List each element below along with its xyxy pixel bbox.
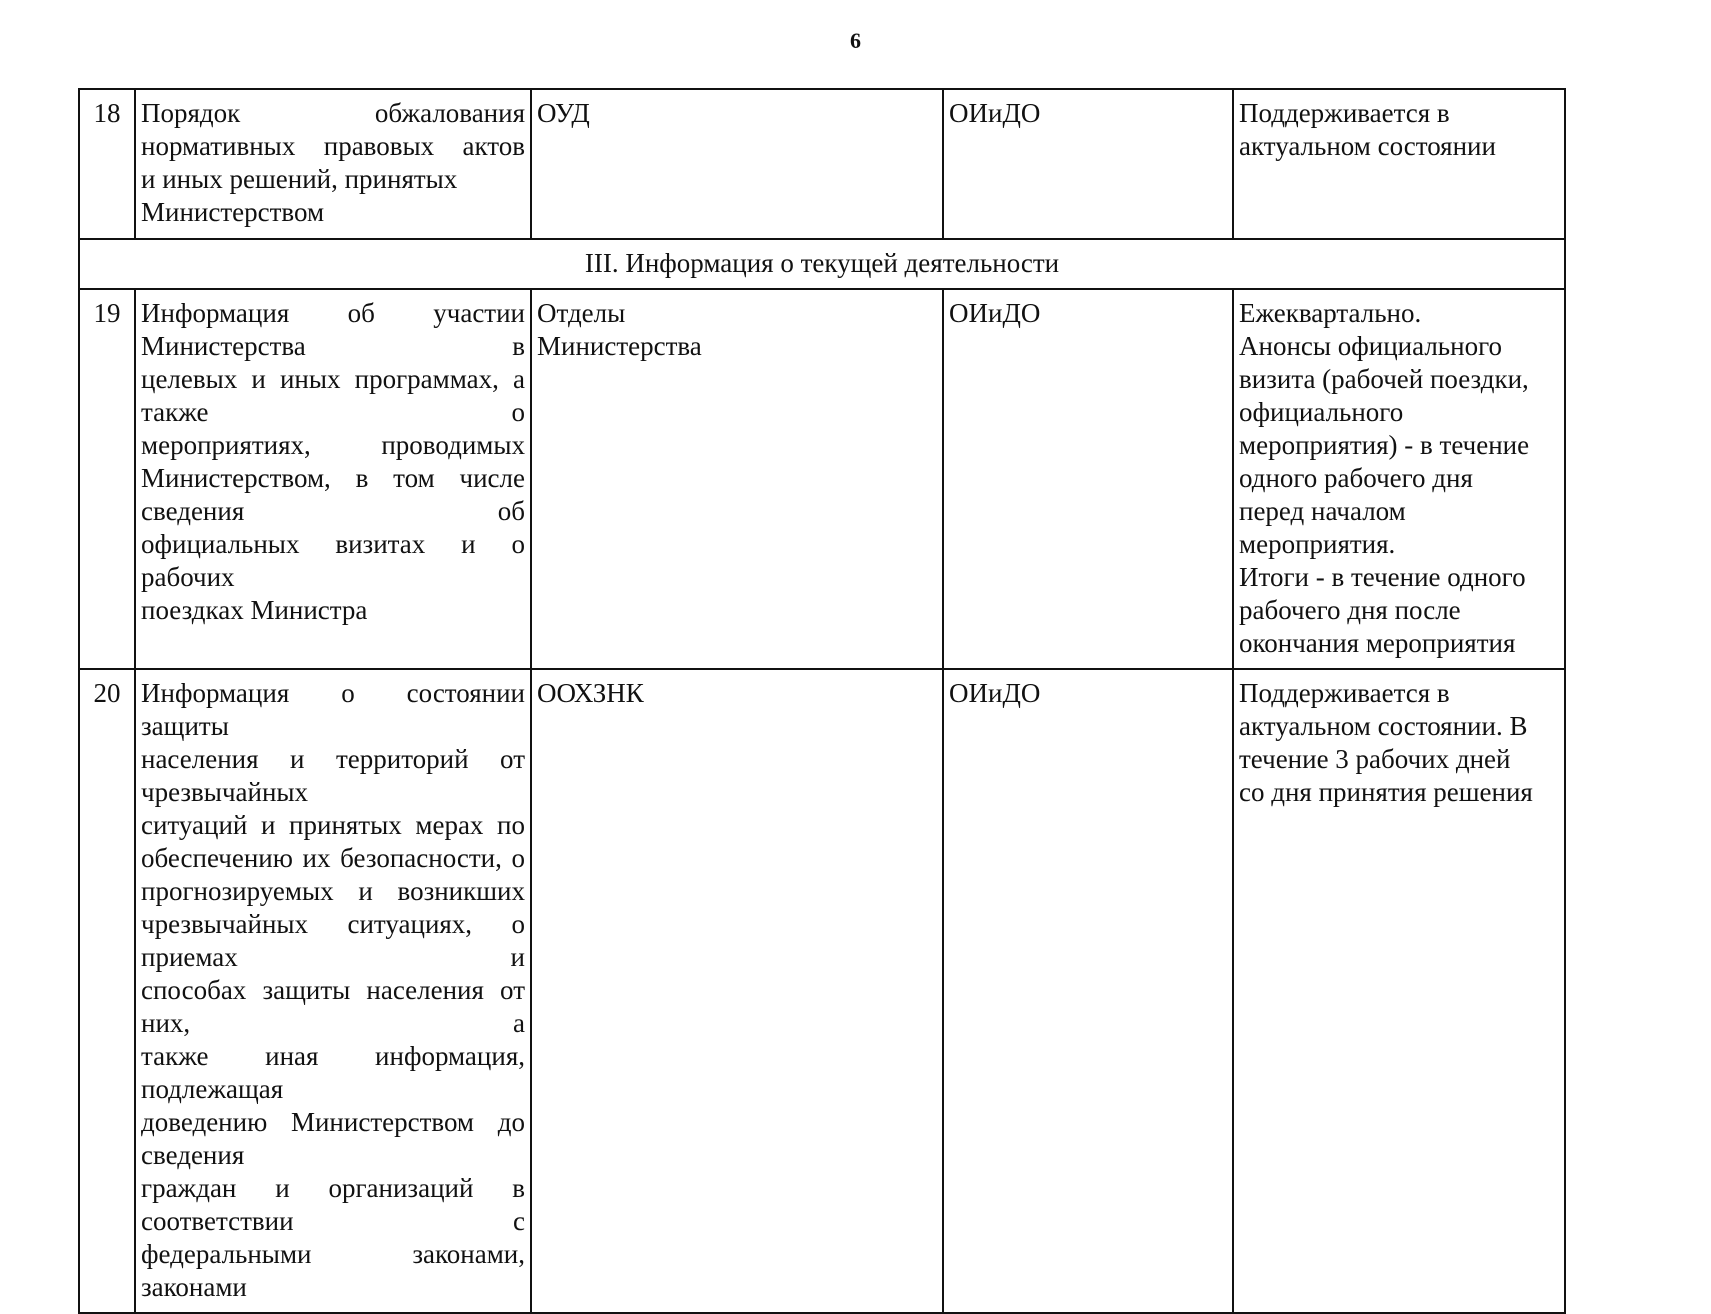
deadline-line: актуальном состоянии [1239,131,1496,161]
table-row [79,669,1565,1313]
item-name-line: прогнозируемых и возникших [141,876,525,906]
item-name-line: обеспечению их безопасности, о [141,843,525,873]
item-name-line: доведению Министерством до сведения [141,1107,525,1170]
row-number-cell: 20 [79,669,135,1313]
item-name-line: Информация об участии Министерства в [141,298,525,361]
item-name-line: Порядок обжалования [141,98,525,128]
item-name-line: поездках Министра [141,595,368,625]
publisher-cell: ОИиДО [943,289,1233,669]
deadline-line: официального [1239,397,1404,427]
deadline-line: Итоги - в течение одного [1239,562,1526,592]
item-name-cell [135,89,531,239]
table-row [79,89,1565,239]
item-name-line: граждан и организаций в соответствии с [141,1173,525,1236]
deadline-line: Ежеквартально. [1239,298,1422,328]
deadline-line: перед началом [1239,496,1406,526]
item-name-line: чрезвычайных ситуациях, о приемах и [141,909,525,972]
deadline-line: Поддерживается в [1239,98,1450,128]
deadline-cell [1233,289,1565,669]
deadline-line: визита (рабочей поездки, [1239,364,1529,394]
item-name-cell [135,669,531,1313]
item-name-line: официальных визитах и о рабочих [141,529,525,592]
row-number-cell: 19 [79,289,135,669]
publisher-cell: ОИиДО [943,89,1233,239]
item-name-line: Министерством [141,197,325,227]
deadline-line: течение 3 рабочих дней [1239,744,1511,774]
item-name-line: также иная информация, подлежащая [141,1041,525,1104]
publisher-cell: ОИиДО [943,669,1233,1313]
row-number-cell: 18 [79,89,135,239]
deadline-cell [1233,89,1565,239]
table-row [79,289,1565,669]
deadline-line: мероприятия. [1239,529,1396,559]
item-name-line: способах защиты населения от них, а [141,975,525,1038]
item-name-line: федеральными законами, законами [141,1239,525,1302]
item-name-line: Информация о состоянии защиты [141,678,525,741]
deadline-line: мероприятия) - в течение [1239,430,1530,460]
item-name-line: Министерством, в том числе сведения об [141,463,525,526]
item-name-line: и иных решений, принятых [141,164,458,194]
item-name-line: ситуаций и принятых мерах по [141,810,525,840]
responsible-line: Министерства [537,331,702,361]
section-title: III. Информация о текущей деятельности [79,239,1565,289]
deadline-line: со дня принятия решения [1239,777,1533,807]
deadline-line: рабочего дня после [1239,595,1461,625]
document-table [78,88,1566,1314]
deadline-line: Анонсы официального [1239,331,1502,361]
responsible-cell [531,289,943,669]
deadline-cell [1233,669,1565,1313]
item-name-line: мероприятиях, проводимых [141,430,525,460]
section-row [79,239,1565,289]
deadline-line: окончания мероприятия [1239,628,1516,658]
deadline-line: Поддерживается в [1239,678,1450,708]
deadline-line: актуальном состоянии. В [1239,711,1528,741]
item-name-line: целевых и иных программах, а также о [141,364,525,427]
responsible-cell: ОУД [531,89,943,239]
page-number: 6 [850,28,861,53]
responsible-cell: ООХЗНК [531,669,943,1313]
item-name-line: нормативных правовых актов [141,131,525,161]
item-name-cell [135,289,531,669]
responsible-line: Отделы [537,298,626,328]
deadline-line: одного рабочего дня [1239,463,1473,493]
item-name-line: населения и территорий от чрезвычайных [141,744,525,807]
